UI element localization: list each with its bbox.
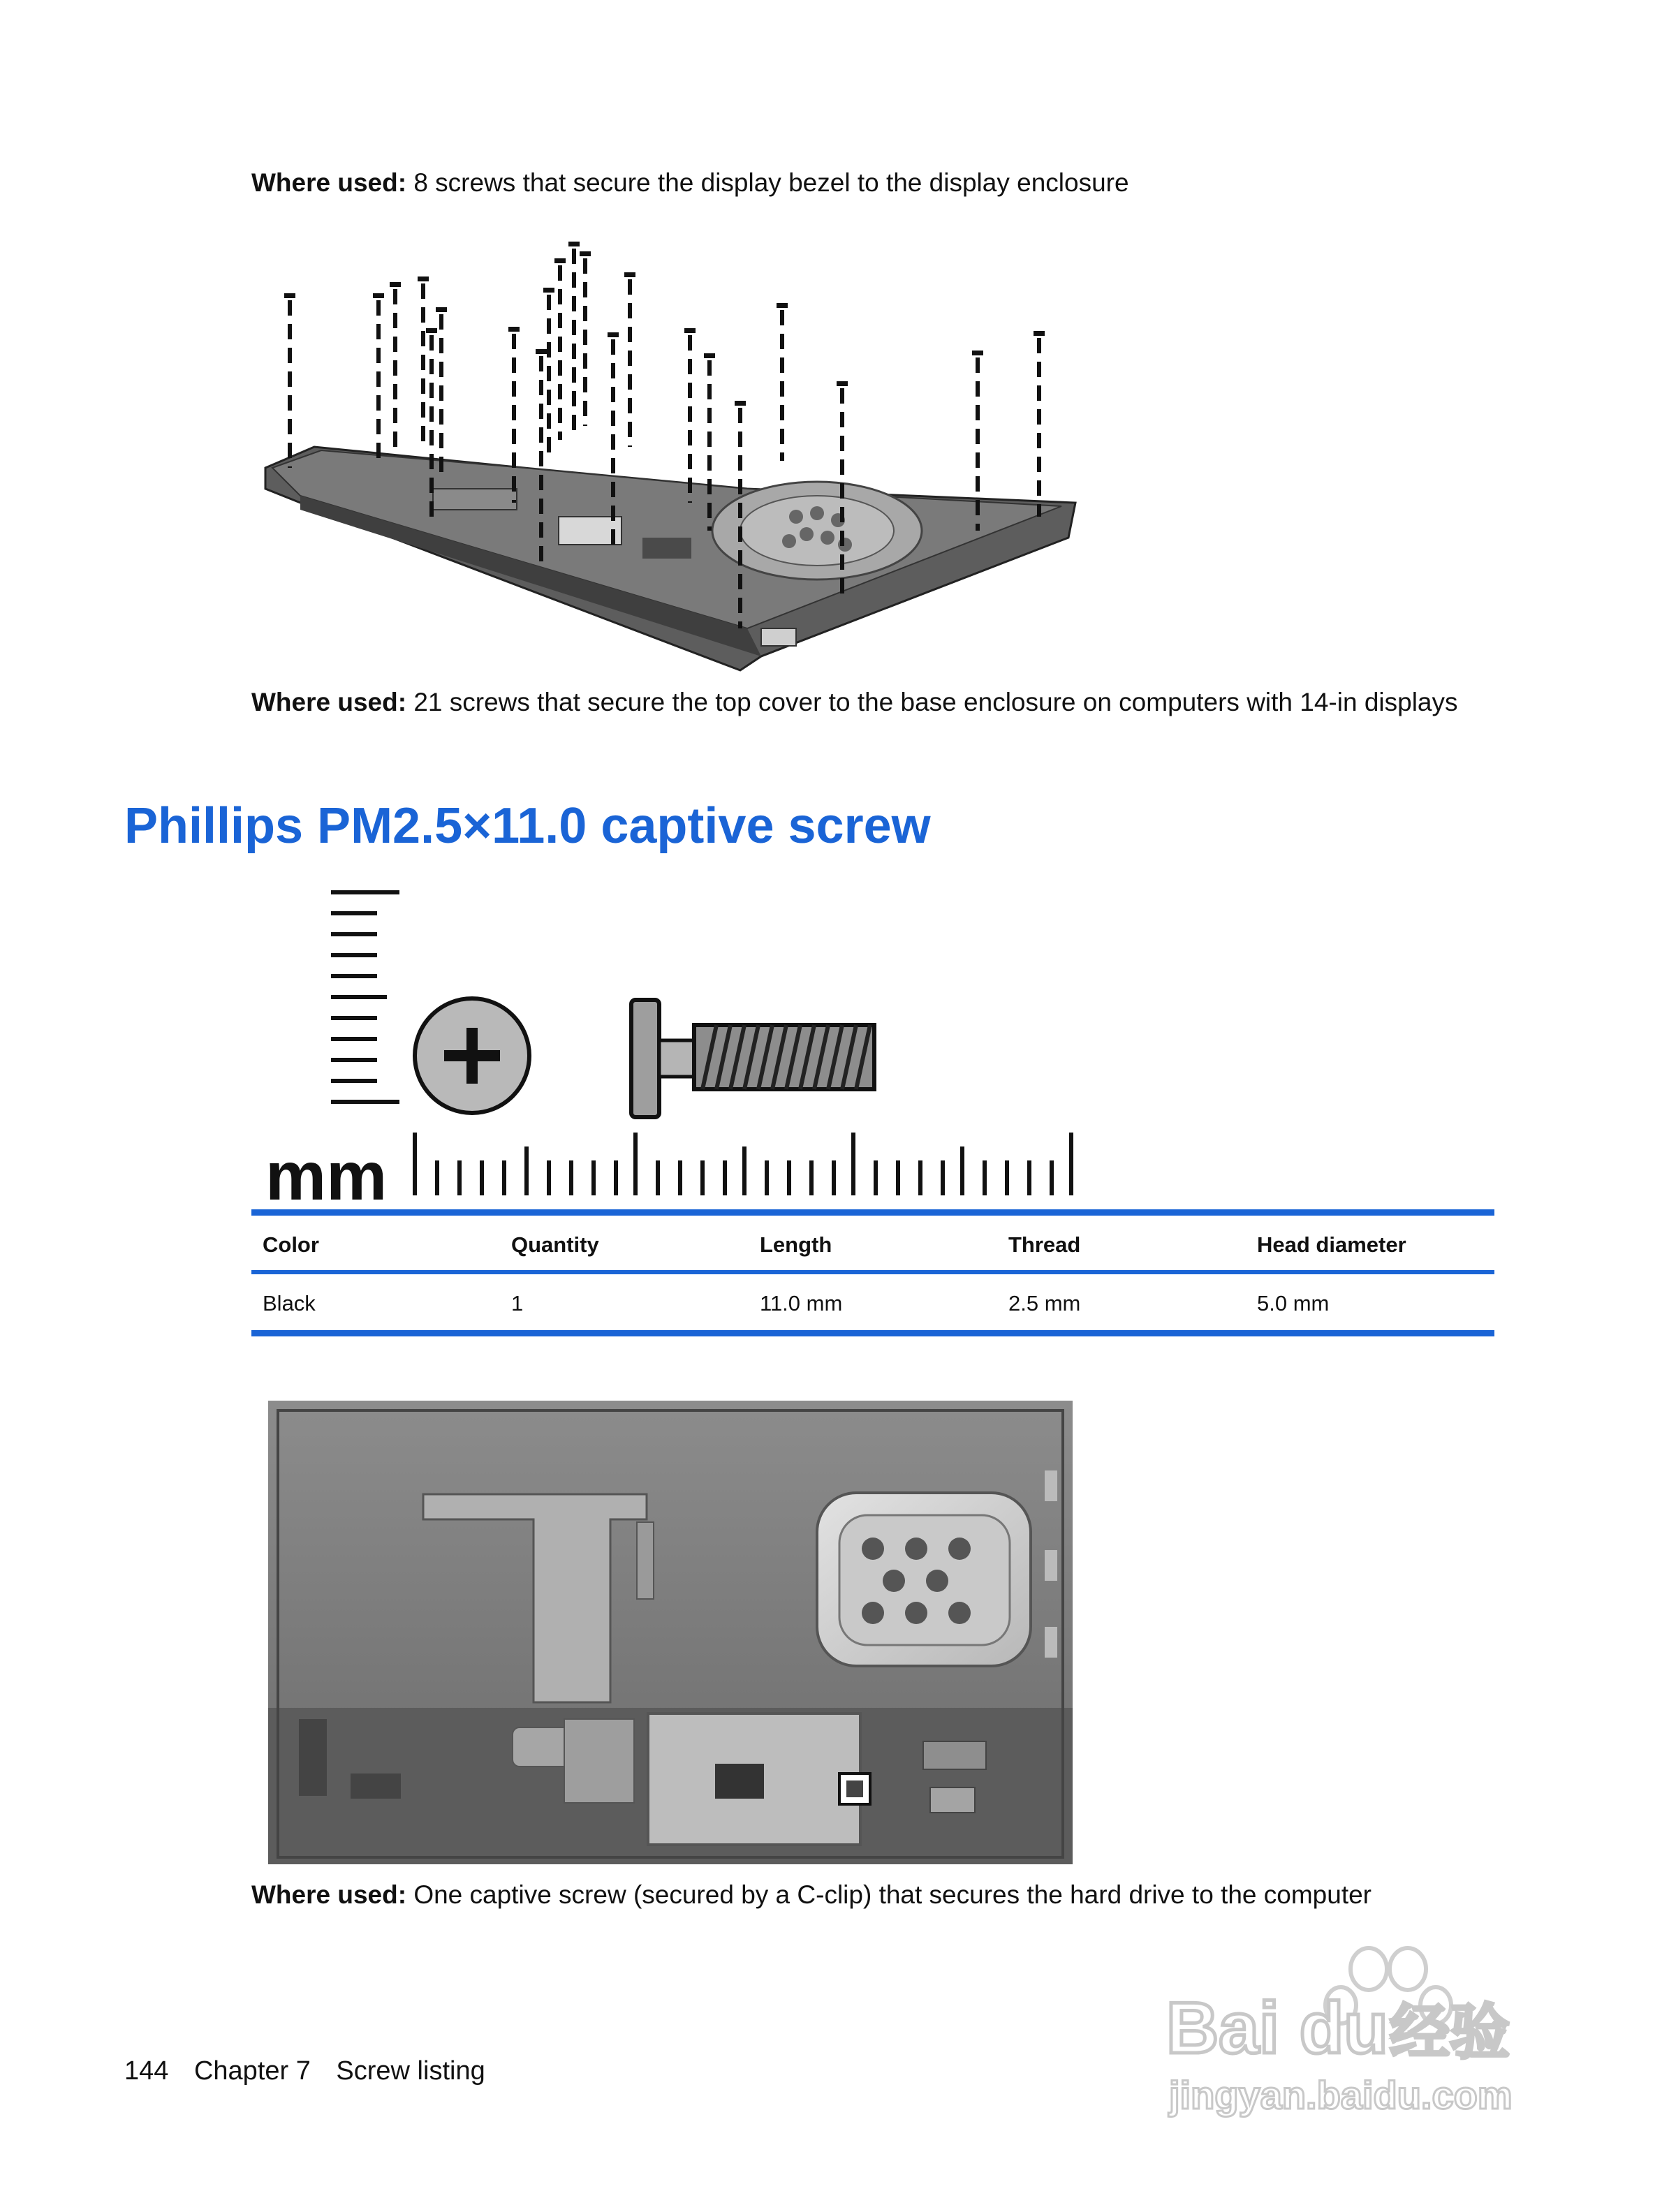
where-used-paragraph-top-cover xyxy=(251,686,1494,719)
cell-length: 11.0 mm xyxy=(749,1272,997,1334)
screw-spec-table xyxy=(251,1209,1494,1336)
where-used-paragraph-display-bezel xyxy=(251,166,1494,200)
cell-quantity: 1 xyxy=(500,1272,749,1334)
where-used-text: One captive screw (secured by a C-clip) that secures the hard drive to the computer xyxy=(413,1880,1372,1909)
column-header-head-diameter: Head diameter xyxy=(1246,1213,1494,1273)
where-used-label: Where used: xyxy=(251,1880,407,1909)
table-header-row xyxy=(251,1213,1494,1273)
svg-text:Bai du: Bai du xyxy=(1166,1988,1388,2069)
phillips-captive-screw-scale-icon xyxy=(258,885,1082,1207)
column-header-thread: Thread xyxy=(997,1213,1246,1273)
hard-drive-bay-photo xyxy=(268,1401,1073,1864)
where-used-text: 21 screws that secure the top cover to the base enclosure on computers with 14-in displays xyxy=(413,688,1458,716)
footer-title: Screw listing xyxy=(336,2056,485,2086)
svg-text:jingyan.baidu.com: jingyan.baidu.com xyxy=(1169,2073,1513,2117)
where-used-label: Where used: xyxy=(251,688,407,716)
column-header-length: Length xyxy=(749,1213,997,1273)
cell-head-diameter: 5.0 mm xyxy=(1246,1272,1494,1334)
cell-thread: 2.5 mm xyxy=(997,1272,1246,1334)
where-used-label: Where used: xyxy=(251,168,407,197)
section-heading: Phillips PM2.5×11.0 captive screw xyxy=(124,798,931,854)
page-number: 144 xyxy=(124,2056,169,2086)
column-header-quantity: Quantity xyxy=(500,1213,749,1273)
where-used-text: 8 screws that secure the display bezel to the display enclosure xyxy=(413,168,1129,197)
cell-color: Black xyxy=(251,1272,500,1334)
page-footer xyxy=(124,2056,503,2086)
svg-text:经验: 经验 xyxy=(1390,1998,1510,2067)
table-row xyxy=(251,1272,1494,1334)
footer-chapter: Chapter 7 xyxy=(193,2056,311,2086)
base-enclosure-exploded-screws-illustration xyxy=(258,237,1082,684)
unit-label: mm xyxy=(265,1137,388,1207)
baidu-jingyan-watermark-logo xyxy=(1159,1941,1550,2123)
where-used-paragraph-hard-drive xyxy=(251,1878,1494,1912)
column-header-color: Color xyxy=(251,1213,500,1273)
